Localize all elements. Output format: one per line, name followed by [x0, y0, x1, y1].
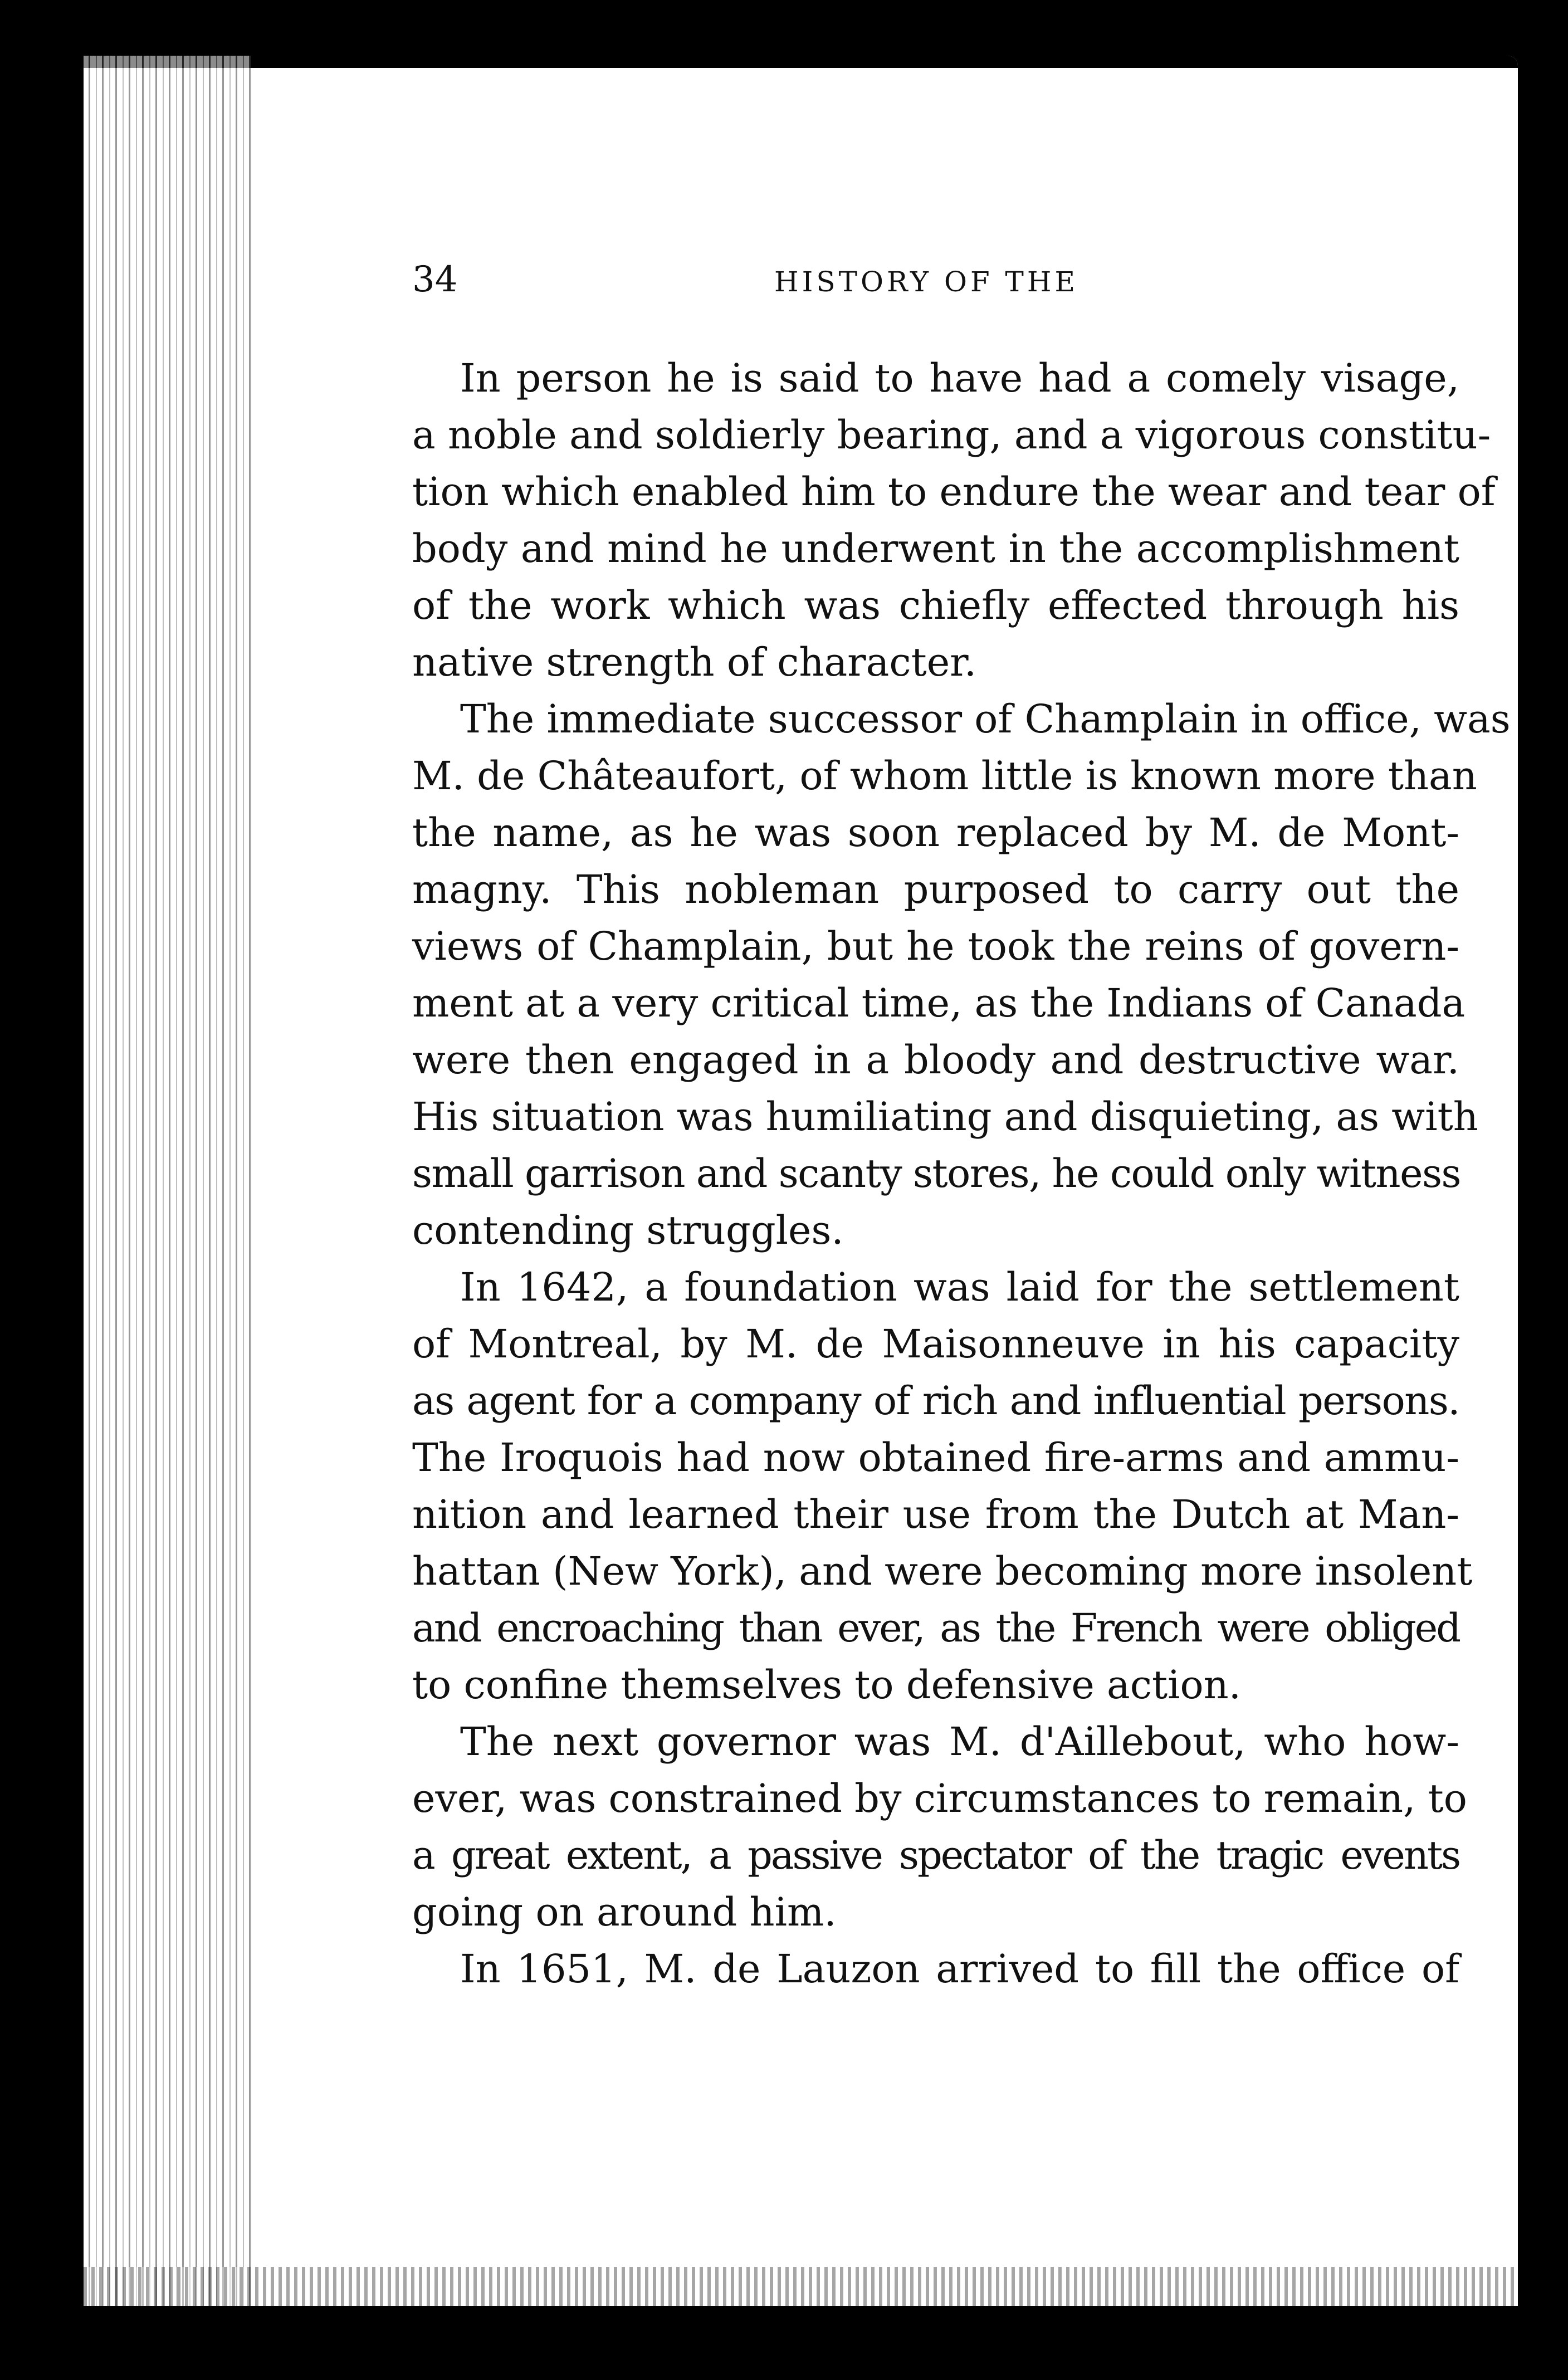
- text-line: ment at a very critical time, as the Indians of Canada: [412, 980, 1466, 1026]
- text-line: a noble and soldierly bearing, and a vigorous constitu-: [412, 412, 1491, 458]
- text-line: The immediate successor of Champlain in office, was: [460, 696, 1511, 742]
- page-bottom-edge: [84, 2267, 1518, 2306]
- text-line: native strength of character.: [412, 639, 977, 685]
- text-line: to confine themselves to defensive action.: [412, 1662, 1241, 1708]
- text-line: of Montreal, by M. de Maisonneuve in his capacity: [412, 1321, 1459, 1367]
- text-line: body and mind he underwent in the accomplishment: [412, 526, 1459, 571]
- text-line: small garrison and scanty stores, he could only witness: [412, 1151, 1460, 1196]
- text-line: hattan (New York), and were becoming more insolent: [412, 1548, 1473, 1594]
- text-line: The next governor was M. d'Aillebout, who how-: [460, 1719, 1459, 1765]
- text-line: The Iroquois had now obtained fire-arms and ammu-: [412, 1435, 1459, 1480]
- text-line: of the work which was chiefly effected through his: [412, 583, 1459, 628]
- text-line: magny. This nobleman purposed to carry out the: [412, 867, 1459, 912]
- text-line: tion which enabled him to endure the wear and tear of: [412, 469, 1496, 515]
- text-line: In 1642, a foundation was laid for the settlement: [460, 1264, 1459, 1310]
- text-line: and encroaching than ever, as the French were obliged: [412, 1605, 1459, 1651]
- text-line: His situation was humiliating and disquieting, as with: [412, 1094, 1478, 1140]
- text-line: a great extent, a passive spectator of the tragic events: [412, 1832, 1459, 1878]
- text-line: nition and learned their use from the Dutch at Man-: [412, 1492, 1459, 1537]
- text-line: were then engaged in a bloody and destructive war.: [412, 1037, 1459, 1083]
- text-line: going on around him.: [412, 1889, 837, 1935]
- text-line: M. de Châteaufort, of whom little is known more than: [412, 753, 1477, 799]
- text-line: views of Champlain, but he took the reins of govern-: [412, 923, 1459, 969]
- page-top-edge: [84, 56, 1518, 68]
- text-line: In person he is said to have had a comely visage,: [460, 355, 1459, 401]
- text-line: ever, was constrained by circumstances to remain, to: [412, 1776, 1467, 1821]
- running-head: [412, 259, 1471, 304]
- running-head-title: HISTORY OF THE: [774, 266, 1078, 298]
- text-line: contending struggles.: [412, 1208, 844, 1253]
- text-line: In 1651, M. de Lauzon arrived to fill the office of: [460, 1946, 1459, 1992]
- page-gutter-binding: [84, 56, 251, 2306]
- text-line: the name, as he was soon replaced by M. de Mont-: [412, 810, 1459, 856]
- body-text: [412, 350, 1511, 1997]
- text-line: as agent for a company of rich and influential persons.: [412, 1378, 1459, 1424]
- page-number: 34: [412, 259, 458, 300]
